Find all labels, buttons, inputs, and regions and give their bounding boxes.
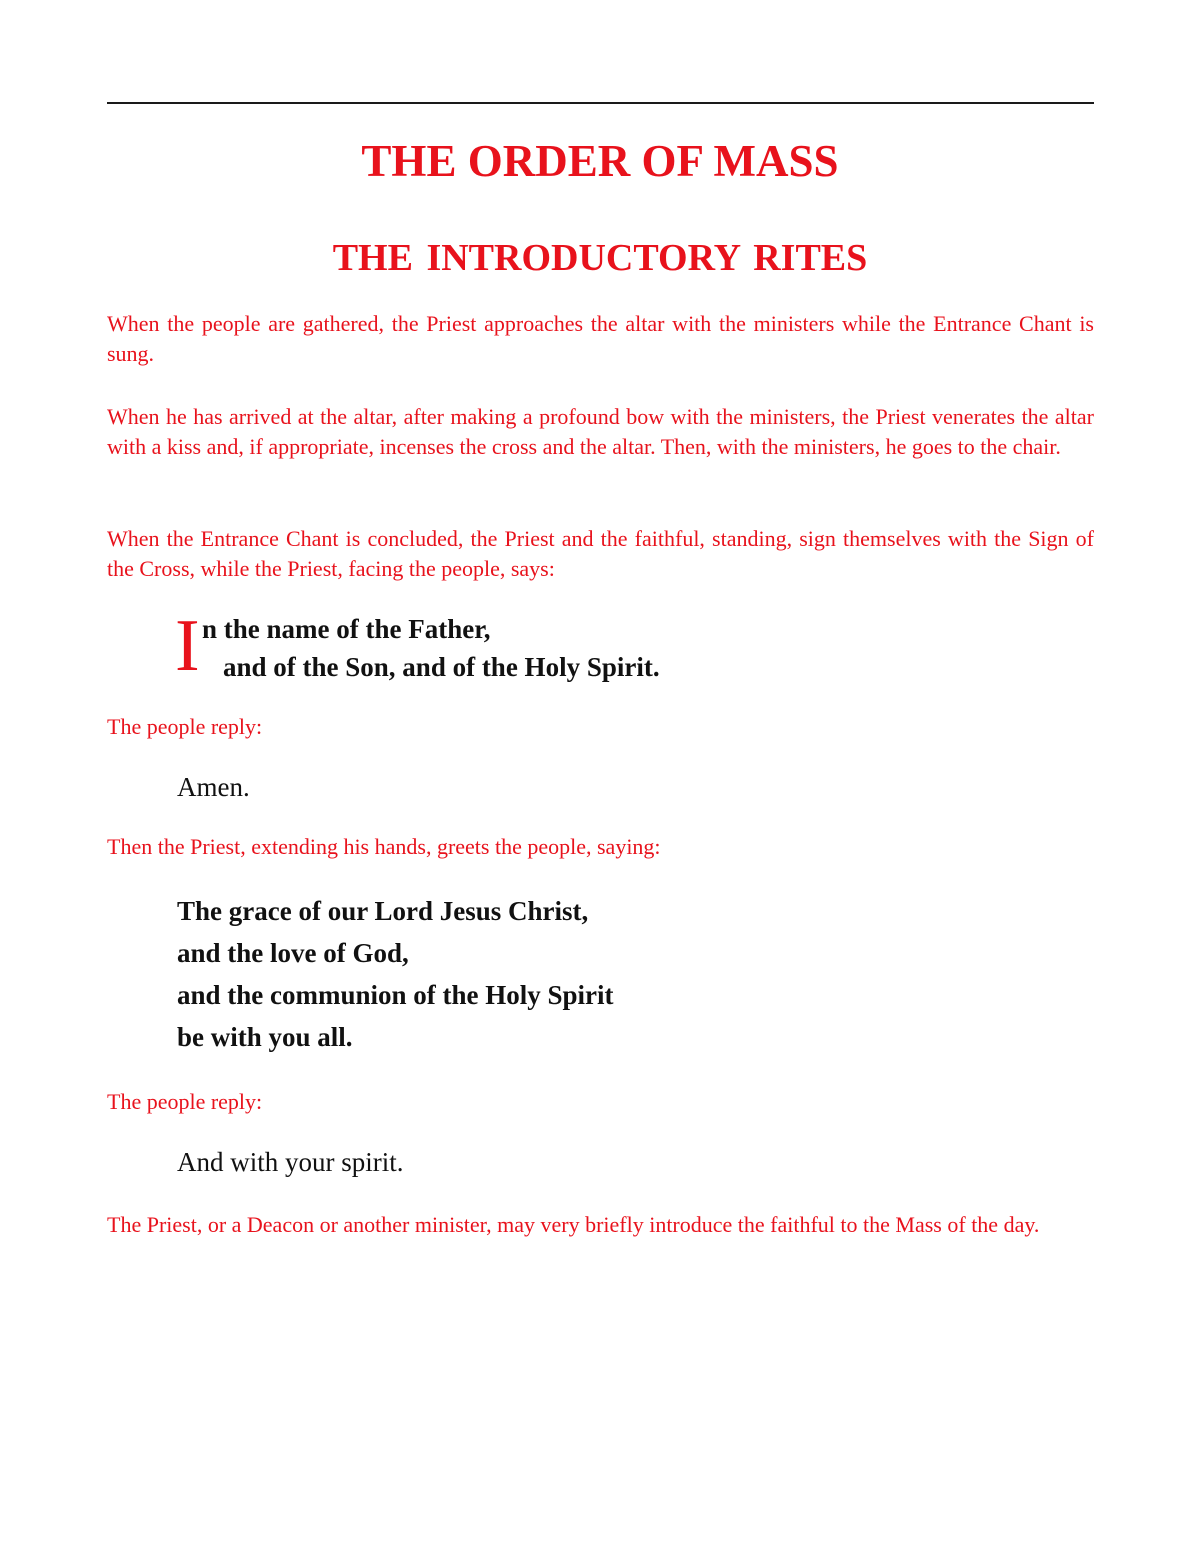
prayer-line: and of the Son, and of the Holy Spirit.: [223, 652, 660, 682]
page-title: THE ORDER OF MASS: [361, 136, 839, 186]
drop-cap-letter: I: [175, 605, 200, 687]
prayer-line: and the love of God,: [177, 938, 409, 968]
greeting-prayer: [177, 890, 1077, 1058]
prayer-line: The grace of our Lord Jesus Christ,: [177, 896, 589, 926]
rubric-line: The people reply:: [107, 714, 263, 739]
section-heading: THE INTRODUCTORY RITES: [332, 237, 868, 279]
top-horizontal-rule: [107, 102, 1094, 104]
rubric-paragraph: When he has arrived at the altar, after making a profound bow with the ministers, the Priest venerates the altar with a kiss and, if appropriate, incenses the cross and the altar. Then, with the ministers, he goes to the chair.: [107, 404, 1094, 459]
prayer-line: be with you all.: [177, 1022, 353, 1052]
prayer-line: and the communion of the Holy Spirit: [177, 980, 614, 1010]
rubric-line: The people reply:: [107, 1089, 263, 1114]
people-response: Amen.: [177, 772, 250, 802]
rubric-paragraph: When the people are gathered, the Priest approaches the altar with the ministers while the Entrance Chant is sung.: [107, 311, 1094, 366]
prayer-line: n the name of the Father,: [202, 614, 491, 644]
people-response: And with your spirit.: [177, 1147, 404, 1177]
rubric-line: Then the Priest, extending his hands, greets the people, saying:: [107, 834, 661, 859]
sign-of-cross-prayer: [175, 605, 1075, 690]
rubric-paragraph: When the Entrance Chant is concluded, the Priest and the faithful, standing, sign themselves with the Sign of the Cross, while the Priest, facing the people, says:: [107, 526, 1094, 581]
rubric-paragraph: The Priest, or a Deacon or another minister, may very briefly introduce the faithful to the Mass of the day.: [107, 1212, 1040, 1237]
